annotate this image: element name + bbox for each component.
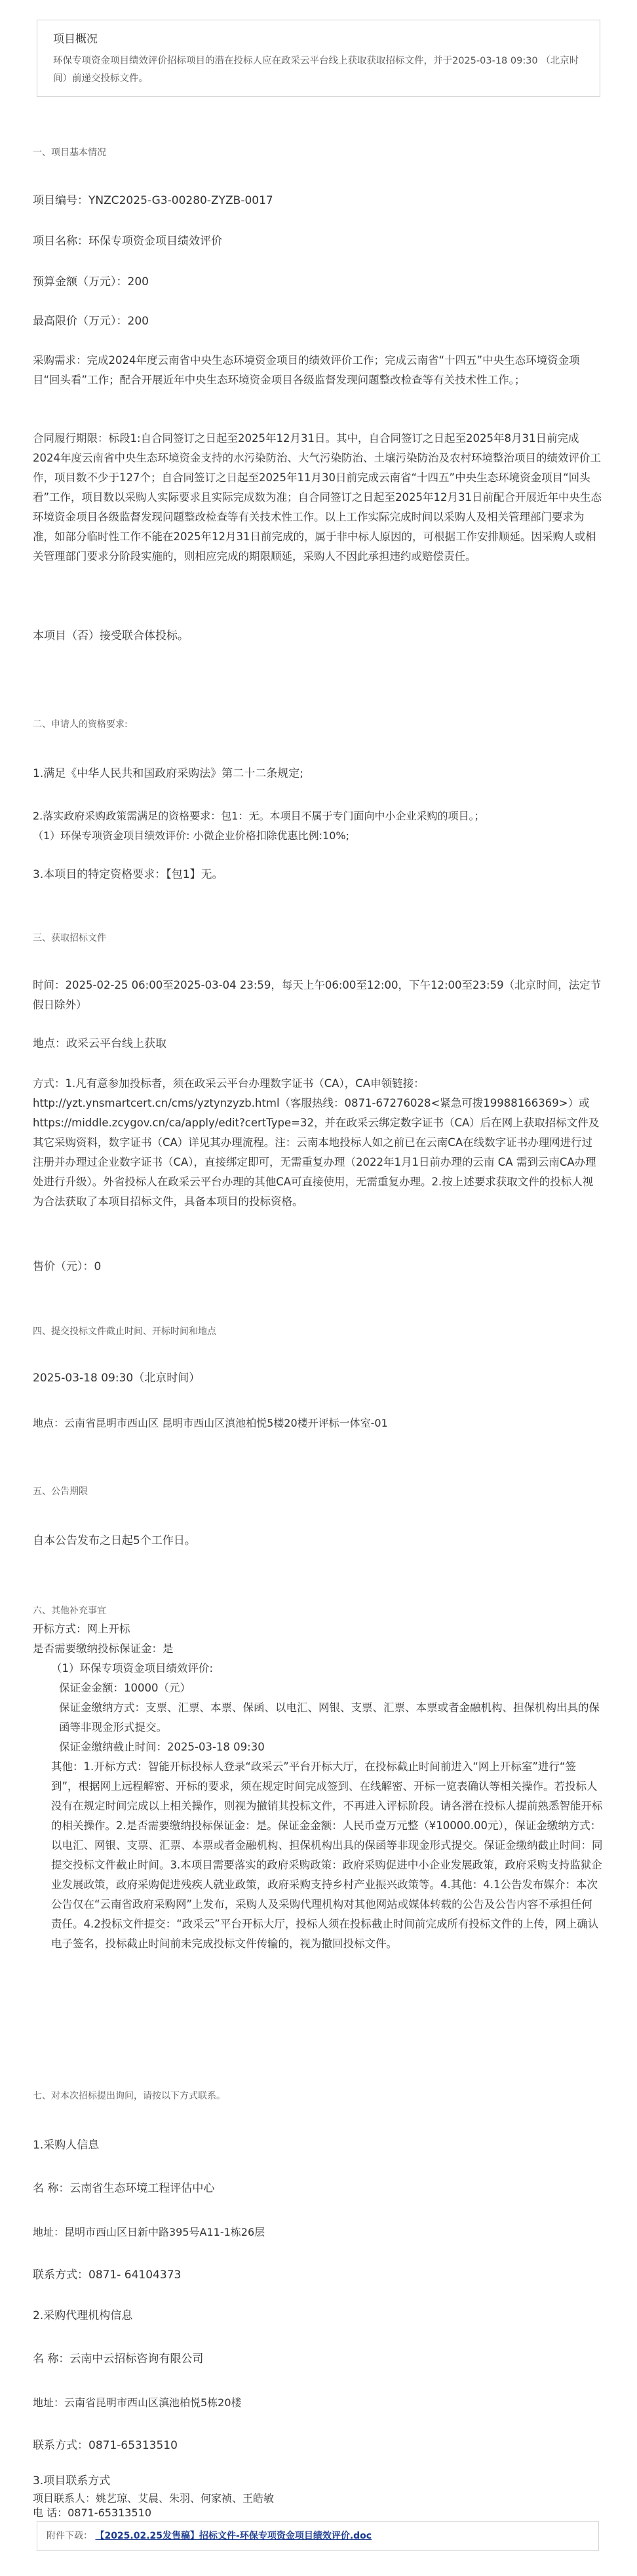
project-name: 项目名称：环保专项资金项目绩效评价 <box>33 235 222 248</box>
qualification-item-2: 2.落实政府采购政策需满足的资格要求：包1：无。本项目不属于专门面向中小企业采购的项目。； <box>33 810 485 822</box>
section-4-heading: 四、提交投标文件截止时间、开标时间和地点 <box>33 1326 216 1337</box>
deposit-payment-method: 保证金缴纳方式：支票、汇票、本票、保函、以电汇、网银、支票、汇票、本票或者金融机构、担保机构出具的保函等非现金形式提交。 <box>59 1701 600 1734</box>
section-2-heading: 二、申请人的资格要求: <box>33 719 128 730</box>
joint-bid-note: 本项目（否）接受联合体投标。 <box>33 629 189 643</box>
acquire-method: 方式：1.凡有意参加投标者，须在政采云平台办理数字证书（CA），CA申领链接：http://yzt.ynsmartcert.cn/cms/yztynzyzb.html（客服热线：0871-67276028<紧急可拨19988166369>）或https://middle.zcygov.cn/ca/apply/edit?certType=32，并在政采云绑定数字证书（CA）后在网上获取招标文件及其它采购资料，数字证书（CA）详见其办理流程。注：云南本地投标人如之前已在云南CA在线数字证书办理网进行过注册并办理过企业数字证书（CA），直接绑定即可，无需重复办理（2022年1月1日前办理的云南 CA 需到云南CA办理处进行升级）。外省投标人在政采云平台办理的其他CA可直接使用，无需重复办理。2.按上述要求获取文件的投标人视为合法获取了本项目招标文件，具备本项目的投标资格。 <box>33 1077 600 1208</box>
budget-amount: 预算金额（万元）：200 <box>33 275 149 288</box>
supplementary-info <box>33 1619 603 1954</box>
contract-period: 合同履行期限：标段1:自合同签订之日起至2025年12月31日。其中，自合同签订之日起至2025年8月31日前完成2024年度云南省中央生态环境资金支持的水污染防治、大气污染防治、土壤污染防治及农村环境整治项目的绩效评价工作，项目数不少于127个；自合同签订之日起至2025年11月30日前完成云南省“十四五”中央生态环境资金项目“回头看”工作，项目数以采购人实际要求且实际完成数为准；自合同签订之日起至2025年12月31日前配合开展近年中央生态环境资金项目各级监督发现问题整改检查等有关技术性工作。以上工作实际完成时间以采购人及相关管理部门要求为准，如部分临时性工作不能在2025年12月31日前完成的，属于非中标人原因的，可根据工作安排顺延。因采购人或相关管理部门要求分阶段实施的，则相应完成的期限顺延，采购人不因此承担违约或赔偿责任。 <box>33 432 602 563</box>
section-7-heading: 七、对本次招标提出询问，请按以下方式联系。 <box>33 2091 225 2101</box>
attachment-label: 附件下载： <box>47 2531 92 2541</box>
agent-address: 地址：云南省昆明市西山区滇池柏悦5栋20楼 <box>33 2396 242 2409</box>
agent-phone: 联系方式：0871-65313510 <box>33 2439 178 2452</box>
project-overview-box <box>37 20 600 97</box>
section-6-heading: 六、其他补充事宜 <box>33 1606 106 1616</box>
project-contact <box>33 2491 603 2520</box>
deposit-package: （1）环保专项资金项目绩效评价: <box>51 1662 214 1674</box>
contact-phone: 电 话：0871-65313510 <box>33 2507 152 2519</box>
opening-form: 开标方式：网上开标 <box>33 1623 130 1635</box>
buyer-info-title: 1.采购人信息 <box>33 2139 100 2152</box>
acquire-place: 地点：政采云平台线上获取 <box>33 1037 166 1050</box>
procurement-requirement: 采购需求：完成2024年度云南省中央生态环境资金项目的绩效评价工作；完成云南省“十四五”中央生态环境资金项目“回头看”工作；配合开展近年中央生态环境资金项目各级监督发现问题整改检查等有关技术性工作。； <box>33 354 580 386</box>
qualification-item-2-sub: （1）环保专项资金项目绩效评价: 小微企业价格扣除优惠比例:10%; <box>33 829 350 842</box>
buyer-phone: 联系方式：0871- 64104373 <box>33 2269 182 2282</box>
attachment-download-link[interactable]: 【2025.02.25发售稿】招标文件-环保专项资金项目绩效评价.doc <box>95 2531 372 2541</box>
bid-deadline: 2025-03-18 09:30（北京时间） <box>33 1372 201 1385</box>
deposit-required: 是否需要缴纳投标保证金：是 <box>33 1642 174 1655</box>
contact-info-title: 3.项目联系方式 <box>33 2474 111 2487</box>
project-number: 项目编号：YNZC2025-G3-00280-ZYZB-0017 <box>33 194 273 207</box>
qualification-item-1: 1.满足《中华人民共和国政府采购法》第二十二条规定; <box>33 767 303 780</box>
qualification-item-3: 3.本项目的特定资格要求：【包1】无。 <box>33 868 223 881</box>
agent-name: 名 称：云南中云招标咨询有限公司 <box>33 2352 204 2366</box>
agent-info-title: 2.采购代理机构信息 <box>33 2309 133 2322</box>
section-1-heading: 一、项目基本情况 <box>33 148 106 158</box>
overview-text: 环保专项资金项目绩效评价招标项目的潜在投标人应在政采云平台线上获取获取招标文件，并于2025-03-18 09:30 （北京时间）前递交投标文件。 <box>53 56 579 84</box>
deposit-amount: 保证金金额：10000（元） <box>59 1682 191 1694</box>
overview-title: 项目概况 <box>53 33 98 46</box>
announcement-period: 自本公告发布之日起5个工作日。 <box>33 1534 196 1547</box>
acquire-time: 时间：2025-02-25 06:00至2025-03-04 23:59，每天上午06:00至12:00，下午12:00至23:59（北京时间，法定节假日除外） <box>33 979 602 1011</box>
document-price: 售价（元）：0 <box>33 1260 102 1273</box>
buyer-address: 地址：昆明市西山区日新中路395号A11-1栋26层 <box>33 2226 265 2238</box>
section-5-heading: 五、公告期限 <box>33 1486 88 1497</box>
buyer-name: 名 称：云南省生态环境工程评估中心 <box>33 2182 215 2195</box>
section-3-heading: 三、获取招标文件 <box>33 933 106 943</box>
deposit-deadline: 保证金缴纳截止时间：2025-03-18 09:30 <box>59 1741 265 1753</box>
contact-people: 项目联系人：姚艺琼、艾晨、朱羽、何家祯、王皓敏 <box>33 2492 275 2505</box>
other-matters: 其他：1.开标方式：智能开标投标人登录“政采云”平台开标大厅，在投标截止时间前进入“网上开标室”进行“签到”，根据网上远程解密、开标的要求，须在规定时间完成签到、在线解密、开标一览表确认等相关操作。若投标人没有在规定时间完成以上相关操作，则视为撤销其投标文件，不再进入评标阶段。请各潜在投标人提前熟悉智能开标的相关操作。2.是否需要缴纳投标保证金：是。保证金金额：人民币壹万元整（¥10000.00元），保证金缴纳方式：以电汇、网银、支票、汇票、本票或者金融机构、担保机构出具的保函等非现金形式提交。保证金缴纳截止时间：同提交投标文件截止时间。3.本项目需要落实的政府采购政策：政府采购促进中小企业发展政策，政府采购支持监狱企业发展政策，政府采购促进残疾人就业政策，政府采购支持乡村产业振兴政策等。4.其他：4.1公告发布媒介：本次公告仅在“云南省政府采购网”上发布，采购人及采购代理机构对其他网站或媒体转载的公告及公告内容不承担任何责任。4.2投标文件提交：“政采云”平台开标大厅，投标人须在投标截止时间前完成所有投标文件的上传，网上确认电子签名，投标截止时间前未完成投标文件传输的，视为撤回投标文件。 <box>51 1760 603 1950</box>
bid-opening-place: 地点：云南省昆明市西山区 昆明市西山区滇池柏悦5楼20楼开评标一体室-01 <box>33 1417 388 1429</box>
max-price: 最高限价（万元）：200 <box>33 315 149 328</box>
attachment-bar <box>37 2521 599 2551</box>
